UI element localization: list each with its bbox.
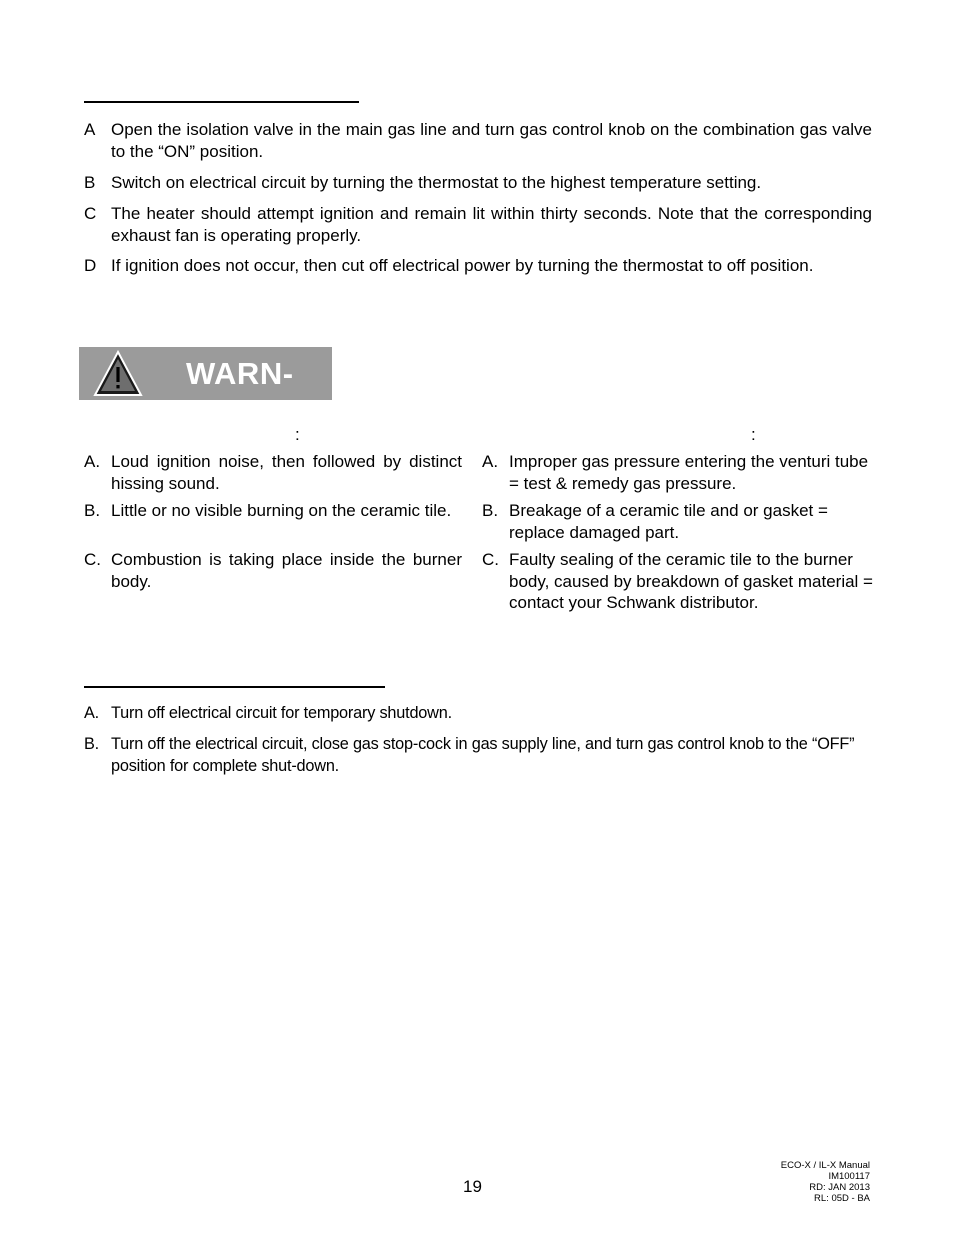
cause-a — [482, 451, 874, 494]
footer-doc-id: IM100117 — [828, 1171, 870, 1182]
symptoms-heading-colon: : — [295, 425, 300, 444]
page-number: 19 — [463, 1177, 482, 1196]
footer-manual: ECO-X / IL-X Manual — [780, 1160, 870, 1171]
footer-rd: RD: JAN 2013 — [809, 1182, 870, 1193]
cause-text: Breakage of a ceramic tile and or gasket = replace damaged part. — [509, 501, 828, 542]
startup-step-a — [84, 119, 872, 162]
symptom-letter: A. — [84, 452, 101, 471]
symptom-letter: C. — [84, 550, 101, 569]
warning-label: WARN- — [186, 356, 294, 391]
document-footer — [781, 1160, 870, 1204]
warning-banner — [79, 347, 332, 400]
shutdown-heading-rule — [84, 686, 385, 688]
cause-text: Improper gas pressure entering the venturi tube = test & remedy gas pressure. — [509, 452, 869, 493]
step-letter: B. — [84, 735, 99, 753]
cause-letter: C. — [482, 550, 499, 569]
cause-b — [482, 500, 874, 543]
cause-text: Faulty sealing of the ceramic tile to the burner body, caused by breakdown of gasket material = contact your Schwank distributor. — [509, 550, 873, 612]
cause-letter: B. — [482, 501, 499, 520]
step-letter: C — [84, 204, 97, 223]
step-letter: A — [84, 120, 96, 139]
startup-step-c — [84, 203, 872, 246]
symptom-c — [84, 549, 462, 592]
symptom-text: Little or no visible burning on the ceramic tile. — [111, 501, 452, 520]
cause-letter: A. — [482, 452, 499, 471]
step-text: Switch on electrical circuit by turning the thermostat to the highest temperature setting. — [111, 173, 762, 192]
symptom-b — [84, 500, 462, 522]
step-text: Turn off the electrical circuit, close gas stop-cock in gas supply line, and turn gas control knob to the “OFF” position for complete shut-down. — [111, 735, 855, 775]
symptom-text: Loud ignition noise, then followed by distinct hissing sound. — [111, 452, 462, 493]
step-text: Turn off electrical circuit for temporary shutdown. — [111, 704, 452, 722]
startup-heading-rule — [84, 101, 359, 103]
warning-triangle-icon — [93, 350, 143, 397]
causes-heading-colon: : — [751, 425, 756, 444]
step-text: The heater should attempt ignition and remain lit within thirty seconds. Note that the corresponding exhaust fan is operating properly. — [111, 204, 872, 245]
shutdown-step-a — [84, 703, 872, 725]
footer-rl: RL: 05D - BA — [814, 1193, 870, 1204]
startup-step-b — [84, 172, 872, 194]
symptom-a — [84, 451, 462, 494]
symptom-letter: B. — [84, 501, 101, 520]
shutdown-step-b — [84, 734, 872, 777]
step-text: If ignition does not occur, then cut off electrical power by turning the thermostat to off position. — [111, 256, 814, 275]
step-letter: A. — [84, 704, 99, 722]
symptom-text: Combustion is taking place inside the burner body. — [111, 550, 462, 591]
step-letter: B — [84, 173, 96, 192]
startup-step-d — [84, 255, 872, 277]
cause-c — [482, 549, 874, 614]
step-text: Open the isolation valve in the main gas line and turn gas control knob on the combination gas valve to the “ON” position. — [111, 120, 872, 161]
step-letter: D — [84, 256, 97, 275]
